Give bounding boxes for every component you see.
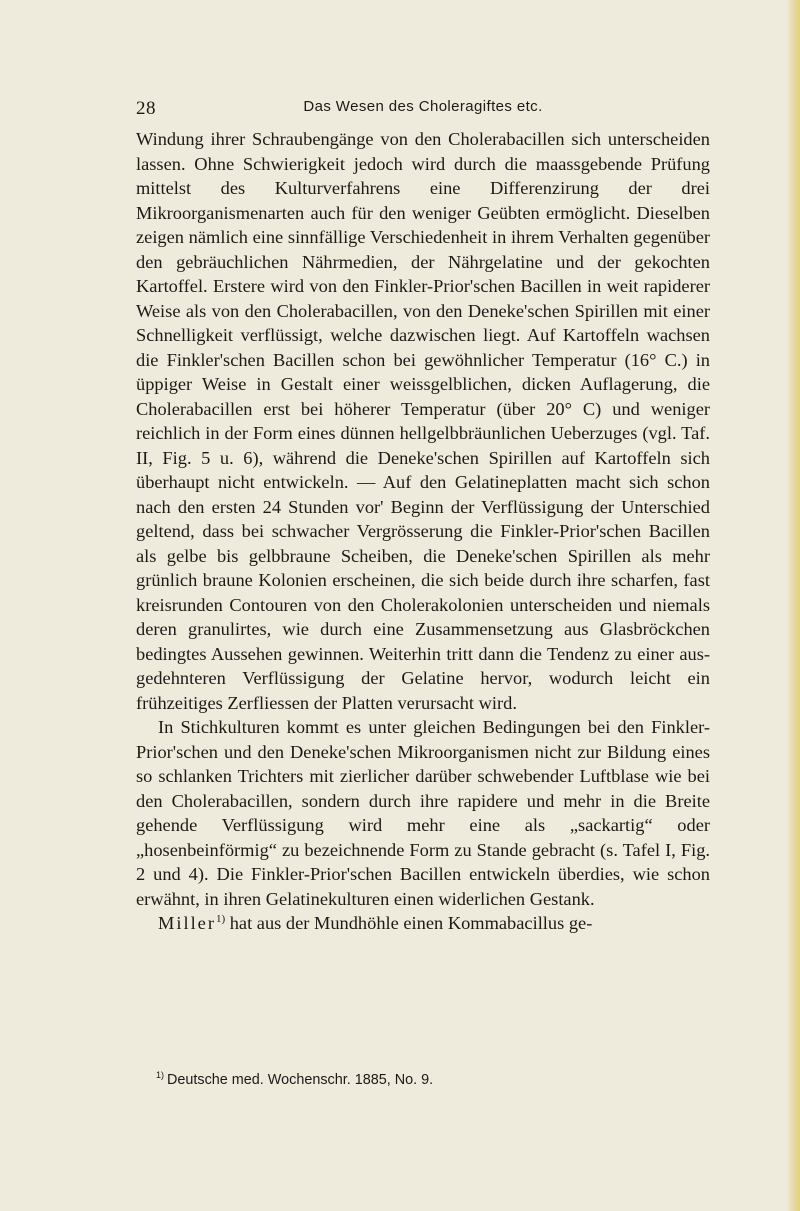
page-edge-shadow (786, 0, 800, 1211)
footnote-reference: 1) (215, 912, 226, 925)
paragraph-2: In Stichkulturen kommt es unter gleichen Bedingungen bei den Finkler-Prior'schen und den Deneke'schen Mikroorganismen nicht zur Bildung eines so schlanken Trichters mit zierlicher darüber schwebender Luftblase wie bei den Cholerabacillen, sondern durch ihre rapidere und mehr in die Breite gehende Verflüssigung wird mehr eine als „sackartig“ oder „hosenbeinförmig“ zu bezeichnende Form zu Stande gebracht (s. Tafel I, Fig. 2 und 4). Die Finkler-Prior'schen Bacillen entwickeln überdies, wie schon erwähnt, in ihren Gelatinekulturen einen widerlichen Gestank. (136, 717, 710, 909)
author-name: Miller (158, 913, 216, 933)
footnote-mark: 1) (156, 1070, 165, 1081)
footnote (156, 1072, 710, 1088)
body-text (136, 127, 710, 936)
running-head: Das Wesen des Choleragiftes etc. (303, 98, 543, 115)
paragraph-3 (136, 911, 710, 936)
page-header (136, 98, 710, 122)
paragraph-1: Windung ihrer Schraubengänge von den Cholerabacillen sich unterscheiden lassen. Ohne Schwierigkeit jedoch wird durch die maassgebende Prüfung mittelst des Kulturverfahrens eine Differenzirung der drei Mikroorganismenarten auch für den weniger Geübten ermöglicht. Dieselben zeigen nämlich eine sinnfällige Verschiedenheit in ihrem Verhalten gegenüber den gebräuchlichen Nährmedien, der Nährgelatine und der gekochten Kartoffel. Erstere wird von den Finkler-Prior'schen Bacillen in weit rapiderer Weise als von den Cholerabacillen, von den Deneke'schen Spirillen mit einer Schnelligkeit verflüssigt, welche dazwischen liegt. Auf Kartoffeln wachsen die Finkler'schen Bacillen schon bei gewöhnlicher Temperatur (16° C.) in üppiger Weise in Gestalt einer weissgelblichen, dicken Auflagerung, die Cholerabacillen erst bei höherer Temperatur (über 20° C) und weniger reichlich in der Form eines dünnen hellgelbbräunlichen Ueberzuges (vgl. Taf. II, Fig. 5 u. 6), während die Deneke'schen Spirillen auf Kartoffeln sich überhaupt nicht entwickeln. — Auf den Gelatineplatten macht sich schon nach den ersten 24 Stunden vor' Beginn der Verflüssigung der Unterschied geltend, dass bei schwacher Vergrösserung die Finkler-Prior'schen Bacillen als gelbe bis gelbbraune Scheiben, die Deneke'schen Spirillen als mehr grünlich braune Kolonien erscheinen, die sich beide durch ihre scharfen, fast kreisrunden Contouren von den Cholerakolonien unterscheiden und niemals deren granulirtes, wie durch eine Zusammensetzung aus Glasbröckchen bedingtes Aussehen gewinnen. Weiterhin tritt dann die Tendenz zu einer ausgedehnteren Verflüssigung der Gelatine hervor, wodurch leicht ein frühzeitiges Zerfliessen der Platten verursacht wird. (136, 129, 710, 713)
footnote-text: Deutsche med. Wochenschr. 1885, No. 9. (167, 1072, 434, 1088)
paragraph-3-text: hat aus der Mundhöhle einen Kommabacillus ge- (225, 913, 593, 933)
page-number: 28 (136, 98, 156, 119)
